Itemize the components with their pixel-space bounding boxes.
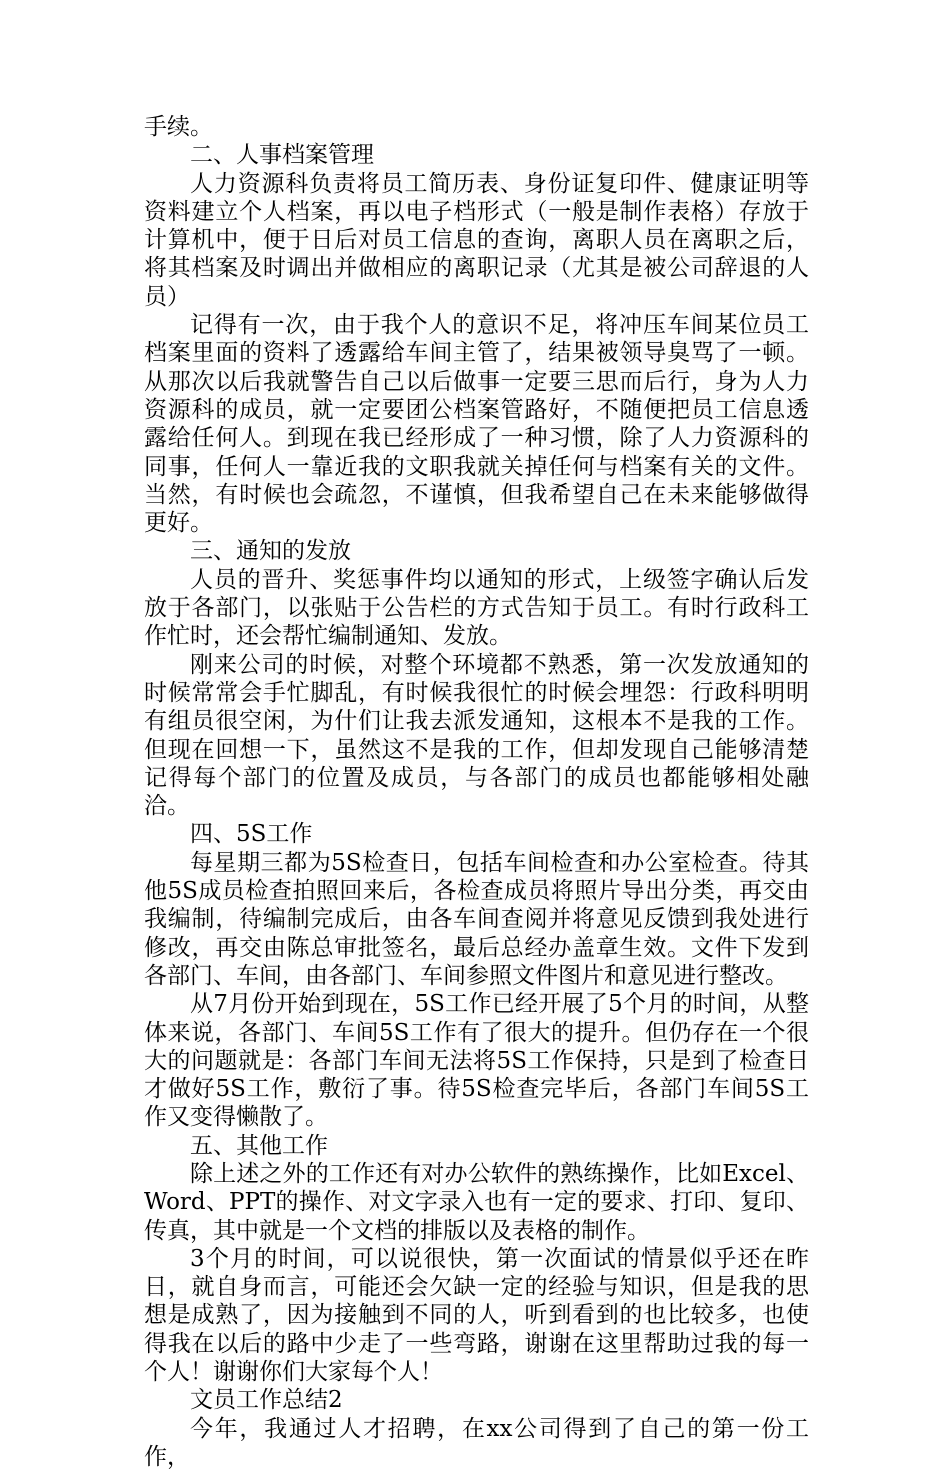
paragraph: 每星期三都为5S检查日，包括车间检查和办公室检查。待其他5S成员检查拍照回来后，各检查成员将照片导出分类，再交由我编制，待编制完成后，由各车间查阅并将意见反馈到我处进行修改，再交由陈总审批签名，最后总经办盖章生效。文件下发到各部门、车间，由各部门、车间参照文件图片和意见进行整改。 bbox=[144, 849, 809, 989]
section-heading-other-work: 五、其他工作 bbox=[190, 1132, 328, 1159]
paragraph-continuation: 手续。 bbox=[144, 114, 213, 140]
paragraph: 刚来公司的时候，对整个环境都不熟悉，第一次发放通知的时候常常会手忙脚乱，有时候我很忙的时候会埋怨：行政科明明有组员很空闲，为什们让我去派发通知，这根本不是我的工作。但现在回想一下，虽然这不是我的工作，但却发现自己能够清楚记得每个部门的位置及成员，与各部门的成员也都能够相处融洽。 bbox=[144, 651, 809, 820]
paragraph: 从7月份开始到现在，5S工作已经开展了5个月的时间，从整体来说，各部门、车间5S工作有了很大的提升。但仍存在一个很大的问题就是：各部门车间无法将5S工作保持，只是到了检查日才做好5S工作，敷衍了事。待5S检查完毕后，各部门车间5S工作又变得懒散了。 bbox=[144, 991, 809, 1131]
section-heading-5s: 四、5S工作 bbox=[190, 821, 313, 848]
paragraph: 人员的晋升、奖惩事件均以通知的形式，上级签字确认后发放于各部门，以张贴于公告栏的方式告知于员工。有时行政科工作忙时，还会帮忙编制通知、发放。 bbox=[144, 566, 809, 650]
paragraph: 3个月的时间，可以说很快，第一次面试的情景似乎还在昨日，就自身而言，可能还会欠缺一定的经验与知识，但是我的思想是成熟了，因为接触到不同的人，听到看到的也比较多，也使得我在以后的路中少走了一些弯路，谢谢在这里帮助过我的每一个人！谢谢你们大家每个人！ bbox=[144, 1245, 809, 1386]
paragraph: 除上述之外的工作还有对办公软件的熟练操作，比如Excel、Word、PPT的操作、对文字录入也有一定的要求、打印、复印、传真，其中就是一个文档的排版以及表格的制作。 bbox=[144, 1160, 809, 1244]
paragraph: 今年，我通过人才招聘，在xx公司得到了自己的第一份工作， bbox=[144, 1415, 809, 1470]
section-heading-notices: 三、通知的发放 bbox=[190, 538, 351, 565]
paragraph: 记得有一次，由于我个人的意识不足，将冲压车间某位员工档案里面的资料了透露给车间主管了，结果被领导臭骂了一顿。从那次以后我就警告自己以后做事一定要三思而后行，身为人力资源科的成员，就一定要团公档案管路好，不随便把员工信息透露给任何人。到现在我已经形成了一种习惯，除了人力资源科的同事，任何人一靠近我的文职我就关掉任何与档案有关的文件。当然，有时候也会疏忽，不谨慎，但我希望自己在未来能够做得更好。 bbox=[144, 312, 809, 537]
section-heading-personnel-files: 二、人事档案管理 bbox=[190, 142, 374, 169]
document-subtitle: 文员工作总结2 bbox=[190, 1387, 343, 1414]
paragraph: 人力资源科负责将员工简历表、身份证复印件、健康证明等资料建立个人档案，再以电子档形式（一般是制作表格）存放于计算机中，便于日后对员工信息的查询，离职人员在离职之后，将其档案及时调出并做相应的离职记录（尤其是被公司辞退的人员） bbox=[144, 170, 809, 310]
document-body bbox=[144, 113, 809, 1471]
